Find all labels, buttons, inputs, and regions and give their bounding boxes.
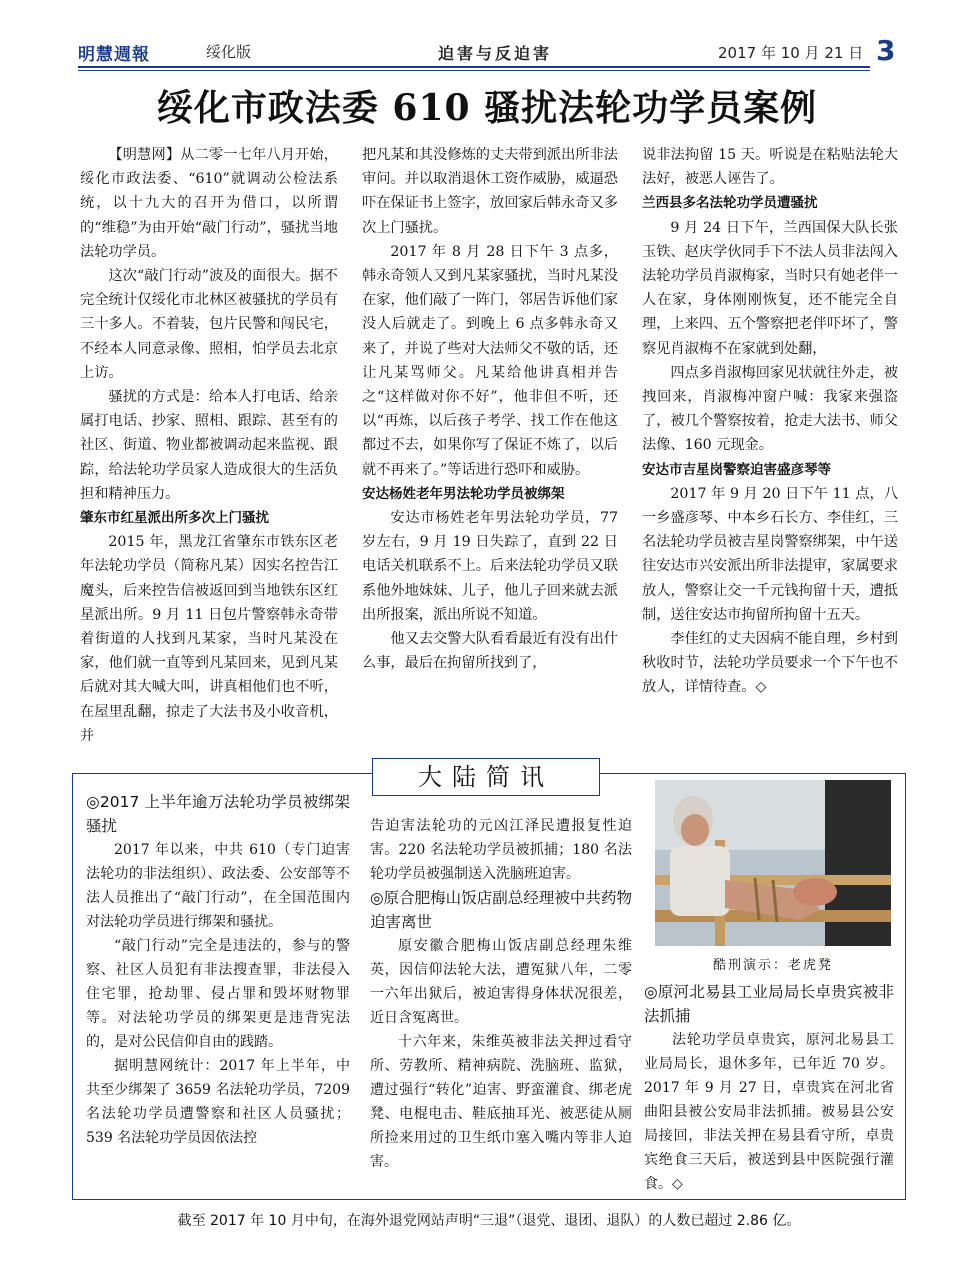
brief-paragraph: 十六年来，朱维英被非法关押过看守所、劳教所、精神病院、洗脑班、监狱，遭过强行“转化”迫害、野蛮灌食、绑老虎凳、电棍电击、鞋底抽耳光、被恶徒从厕所捡来用过的卫生纸巾塞入嘴内等非人迫害。 xyxy=(370,1034,632,1170)
article-paragraph: 骚扰的方式是：给本人打电话、给亲属打电话、抄家、照相、跟踪、甚至有的社区、街道、物业都被调动起来监视、跟踪，给法轮功学员家人造成很大的生活负担和精神压力。 xyxy=(80,389,338,502)
brief-heading: ◎原合肥梅山饭店副总经理被中共药物迫害离世 xyxy=(370,889,632,931)
subheading: 安达杨姓老年男法轮功学员被绑架 xyxy=(362,485,565,502)
header-rule-thin xyxy=(78,70,870,71)
subheading: 肇东市红星派出所多次上门骚扰 xyxy=(80,510,269,527)
page-header xyxy=(78,34,896,68)
photo-caption: 酷刑演示：老虎凳 xyxy=(712,958,833,973)
article-paragraph: 9 月 24 日下午，兰西国保大队长张玉铁、赵庆学伙同手下不法人员非法闯入法轮功学员肖淑梅家，当时只有她老伴一人在家，身体刚刚恢复，还不能完全自理，上来四、五个警察把老伴吓坏了，警察见肖淑梅不在家就到处翻， xyxy=(642,219,898,357)
brief-column-2 xyxy=(370,814,632,1174)
photo-illustration xyxy=(655,780,891,946)
article-paragraph: 把凡某和其没修炼的丈夫带到派出所非法审问。并以取消退休工资作威胁，威逼恐吓在保证书上签字，放回家后韩永奇又多次上门骚扰。 xyxy=(362,147,618,236)
page-number: 3 xyxy=(876,34,896,67)
headline: 绥化市政法委 610 骚扰法轮功学员案例 xyxy=(156,87,818,129)
article-paragraph: 安达市杨姓老年男法轮功学员，77 岁左右，9 月 19 日失踪了，直到 22 日电话关机联系不上。后来法轮功学员又联系他外地妹妹、儿子，他儿子回来就去派出所报案，派出所说不知道。 xyxy=(362,510,618,623)
article-paragraph: 这次“敲门行动”波及的面很大。据不完全统计仅绥化市北林区被骚扰的学员有三十多人。不着装，包片民警和闯民宅，不经本人同意录像、照相，怕学员去北京上访。 xyxy=(80,268,338,381)
brief-heading: ◎2017 上半年逾万法轮功学员被绑架骚扰 xyxy=(86,793,350,835)
brief-paragraph: 2017 年以来，中共 610（专门迫害法轮功的非法组织）、政法委、公安部等不法人员推出了“敲门行动”，在全国范围内对法轮功学员进行绑架和骚扰。 xyxy=(86,842,350,930)
article-paragraph: 2017 年 9 月 20 日下午 11 点，八一乡盛彦琴、中本乡石长方、李佳红，三名法轮功学员被吉星岗警察绑架，中午送往安达市兴安派出所非法提审，家属要求放人，警察让交一千元钱拘留十天，遭抵制，送往安达市拘留所拘留十五天。 xyxy=(642,485,898,623)
footer-note: 截至 2017 年 10 月中旬，在海外退党网站声明“三退”（退党、退团、退队）的人数已超过 2.86 亿。 xyxy=(177,1213,801,1229)
brief-news-title: 大陆简讯 xyxy=(372,758,600,796)
section-title: 迫害与反迫害 xyxy=(438,44,553,63)
brief-paragraph: 原安徽合肥梅山饭店副总经理朱维英，因信仰法轮大法，遭冤狱八年，二零一六年出狱后，被迫害得身体状况很差，近日含冤离世。 xyxy=(370,938,632,1026)
article-column-3 xyxy=(642,143,898,700)
brief-paragraph: 告迫害法轮功的元凶江泽民遭报复性迫害。220 名法轮功学员被抓捕；180 名法轮功学员被强制送入洗脑班迫害。 xyxy=(370,818,632,882)
article-column-2 xyxy=(362,143,618,675)
article-paragraph: 【明慧网】从二零一七年八月开始，绥化市政法委、“610”就调动公检法系统，以十九大的召开为借口，以所谓的“维稳”为由开始“敲门行动”，骚扰当地法轮功学员。 xyxy=(80,147,338,260)
brief-paragraph: 法轮功学员卓贵宾，原河北易县工业局局长，退休多年，已年近 70 岁。2017 年 9 月 27 日，卓贵宾在河北省曲阳县被公安局非法抓捕。被易县公安局接回，非法关押在易县看守所，卓贵宾绝食三天后，被送到县中医院强行灌食。◇ xyxy=(644,1032,894,1192)
edition-label: 绥化版 xyxy=(206,43,252,61)
brief-column-1 xyxy=(86,790,350,1150)
publication-name: 明慧週報 xyxy=(78,45,150,65)
brief-heading: ◎原河北易县工业局局长卓贵宾被非法抓捕 xyxy=(644,983,894,1025)
brief-paragraph: 据明慧网统计：2017 年上半年，中共至少绑架了 3659 名法轮功学员，7209 名法轮功学员遭警察和社区人员骚扰；539 名法轮功学员因依法控 xyxy=(86,1058,350,1146)
subheading: 安达市吉星岗警察迫害盛彦琴等 xyxy=(642,461,831,478)
subheading: 兰西县多名法轮功学员遭骚扰 xyxy=(642,195,818,212)
header-rule xyxy=(78,66,870,68)
article-paragraph: 李佳红的丈夫因病不能自理，乡村到秋收时节，法轮功学员要求一个下午也不放人，详情待查。◇ xyxy=(642,631,898,696)
brief-column-3 xyxy=(644,980,894,1196)
article-paragraph: 四点多肖淑梅回家见状就往外走，被拽回来，肖淑梅冲窗户喊：我家来强盗了，被几个警察按着，抢走大法书、师父法像、160 元现金。 xyxy=(642,364,898,454)
article-paragraph: 他又去交警大队看看最近有没有出什么事，最后在拘留所找到了， xyxy=(362,631,618,672)
article-paragraph: 2015 年，黑龙江省肇东市铁东区老年法轮功学员（简称凡某）因实名控告江魔头，后来控告信被返回到当地铁东区红星派出所。9 月 11 日包片警察韩永奇带着街道的人找到凡某家，当时凡某没在家，他们就一直等到凡某回来，见到凡某后就对其大喊大叫，讲真相他们也不听，在屋里乱翻，掠走了大法书及小收音机，并 xyxy=(80,534,338,744)
issue-date: 2017 年 10 月 21 日 xyxy=(718,44,864,62)
article-paragraph: 2017 年 8 月 28 日下午 3 点多，韩永奇领人又到凡某家骚扰，当时凡某没在家，他们敲了一阵门，邻居告诉他们家没人后就走了。到晚上 6 点多韩永奇又来了，并说了些对大法师父不敬的话，还让凡某骂师父。凡某给他讲真相并告之“这样做对你不好”，他非但不听，还以“再炼，以后孩子考学、找工作在他这都过不去，如果你写了保证不炼了，以后就不再来了。”等话进行恐吓和威胁。 xyxy=(362,243,618,478)
article-column-1 xyxy=(80,143,338,748)
article-paragraph: 说非法拘留 15 天。听说是在粘贴法轮大法好，被恶人诬告了。 xyxy=(642,147,898,188)
torture-demonstration-photo xyxy=(655,780,891,946)
brief-paragraph: “敲门行动”完全是违法的，参与的警察、社区人员犯有非法搜查罪，非法侵入住宅罪，抢劫罪、侵占罪和毁坏财物罪等。对法轮功学员的绑架更是违背宪法的，是对公民信仰自由的践踏。 xyxy=(86,938,350,1050)
